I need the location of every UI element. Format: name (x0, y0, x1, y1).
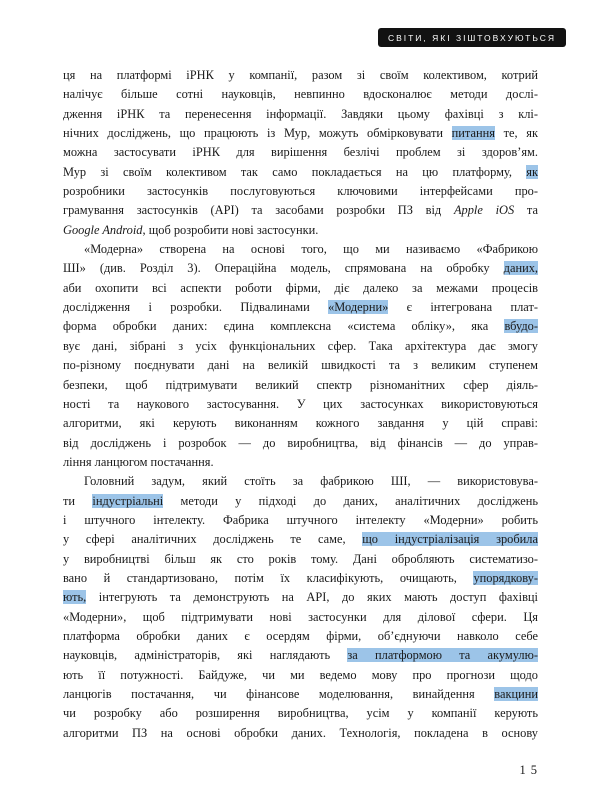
text-line (63, 376, 538, 395)
text-run: методи у підході до даних, аналітичних досліджень (163, 493, 538, 508)
text-run: розробники застосунків послуговуються ключовими інтерфейсами про- (63, 184, 538, 199)
text-line (63, 704, 538, 723)
text-run: інтегрують та демонструють на API, до яких мають доступ фахівці (86, 590, 538, 605)
text-run: у виробництві більш як сто років тому. Дані обробляють систематизо- (63, 551, 538, 566)
text-run: є інтегрована плат- (388, 300, 538, 315)
text-run: те, як (494, 126, 538, 141)
text-run: алгоритми, які керують виконанням кожного завдання у цій справі: (63, 416, 538, 431)
highlighted-text: за платформою та акумулю- (347, 648, 538, 663)
text-line (63, 608, 538, 627)
text-line (63, 550, 538, 569)
text-line (63, 588, 538, 607)
text-line (63, 85, 538, 104)
highlighted-text: питання (451, 126, 495, 141)
running-header: СВІТИ, ЯКІ ЗІШТОВХУЮТЬСЯ (378, 28, 566, 47)
text-run: дослідження і розробки. Підвалинами (63, 300, 329, 315)
paragraph (63, 240, 538, 472)
text-run: ланцюгів постачання, чи фінансове моделювання, винайдення (63, 687, 495, 701)
text-line (63, 182, 538, 201)
text-line (63, 124, 538, 143)
text-line (63, 395, 538, 414)
text-run: аби охопити всі аспекти роботи фірми, діє далеко за межами процесів (63, 280, 538, 295)
text-run: платформа обробки даних є осердям фірми, об’єднуючи навколо себе (63, 628, 538, 643)
text-line (63, 646, 538, 665)
paragraph (63, 66, 538, 240)
highlighted-text: індустріальні (92, 493, 164, 508)
text-run: Головний задум, який стоїть за фабрикою ШІ, — використовува- (84, 474, 538, 489)
text-line (63, 666, 538, 685)
text-run: вано й стандартизовано, потім їх класифікують, очищають, (63, 570, 474, 585)
text-run: Мур зі своїм колективом так само покладається на цю платформу, (63, 164, 527, 179)
text-line (63, 685, 538, 704)
text-line (63, 105, 538, 124)
text-line (63, 472, 538, 491)
text-line (63, 221, 538, 240)
text-line (63, 453, 538, 472)
text-run: форма обробки даних: єдина комплексна «система обліку», яка (63, 319, 505, 334)
text-line (63, 627, 538, 646)
text-run: ти (63, 493, 93, 508)
highlighted-text: «Модерни» (328, 300, 389, 315)
italic-text: Apple iOS (453, 203, 515, 218)
text-line (63, 163, 538, 182)
text-run: безпеки, щоб підтримувати великий спектр різноманітних сфер діяль- (63, 377, 538, 392)
paragraph (63, 472, 538, 743)
text-line (63, 279, 538, 298)
text-line (63, 356, 538, 375)
page-number: 15 (519, 763, 542, 777)
highlighted-text: ють, (63, 590, 87, 605)
text-run: , щоб розробити нові застосунки. (142, 222, 319, 237)
text-run: у сфері аналітичних досліджень те саме, (63, 532, 363, 547)
text-run: науковців, адміністраторів, які наглядають (63, 648, 348, 663)
page-body (63, 66, 538, 743)
text-line (63, 530, 538, 549)
highlighted-text: вакцини (494, 687, 538, 701)
text-line (63, 66, 538, 85)
text-run: грамування застосунків (API) та засобами розробки ПЗ від (63, 203, 454, 218)
text-run: по-різному поєднувати дані на великій швидкості та з великим ступенем (63, 358, 538, 373)
italic-text: Google Android (63, 222, 143, 237)
text-run: «Модерни», щоб підтримувати нові застосунки для ділової сфери. Ця (63, 609, 538, 624)
text-line (63, 298, 538, 317)
text-run: нічних досліджень, що працюють із Мур, можуть обмірковувати (63, 126, 452, 141)
text-line (63, 434, 538, 453)
text-run: ління ланцюгом постачання. (63, 454, 214, 469)
text-line (63, 143, 538, 162)
text-run: дження іРНК та перенесення інформації. Завдяки цьому фахівці з клі- (63, 106, 538, 121)
highlighted-text: що індустріалізація зробила (362, 532, 538, 547)
text-line (63, 337, 538, 356)
text-run: налічує більше сотні науковців, невпинно вдосконалює методи дослі- (63, 87, 538, 102)
text-run: від досліджень і розробок — до виробництва, від фінансів — до управ- (63, 435, 538, 450)
text-line (63, 259, 538, 278)
text-line (63, 724, 538, 743)
text-line (63, 317, 538, 336)
text-run: ця на платформі іРНК у компанії, разом зі своїм колективом, котрий (63, 68, 538, 82)
text-run: ють її потужності. Байдуже, чи ми ведемо мову про прогнози щодо (63, 667, 538, 682)
text-run: і штучного інтелекту. Фабрика штучного інтелекту «Модерни» робить (63, 512, 538, 527)
text-run: можна застосувати іРНК для вирішення безлічі проблем зі здоров’ям. (63, 145, 538, 160)
highlighted-text: вбудо- (504, 319, 538, 334)
highlighted-text: упорядкову- (473, 570, 538, 585)
text-run: та (514, 203, 538, 218)
text-run: чи розробку або розширення виробництва, усім у компанії керують (63, 706, 538, 721)
text-line (63, 569, 538, 588)
text-line (63, 201, 538, 220)
text-run: вує дані, зібрані з усіх функціональних сфер. Така архітектура дає змогу (63, 338, 538, 353)
text-line (63, 414, 538, 433)
highlighted-text: даних, (503, 261, 538, 276)
text-run: ності та наукового застосування. У цих застосунках використовуються (63, 396, 538, 411)
text-run: «Модерна» створена на основі того, що ми називаємо «Фабрикою (84, 242, 538, 257)
text-line (63, 492, 538, 511)
text-run: ШІ» (див. Розділ 3). Операційна модель, спрямована на обробку (63, 261, 504, 276)
text-run: алгоритми ПЗ на основі обробки даних. Технологія, покладена в основу (63, 725, 538, 740)
highlighted-text: як (526, 164, 538, 179)
text-line (63, 240, 538, 259)
text-line (63, 511, 538, 530)
